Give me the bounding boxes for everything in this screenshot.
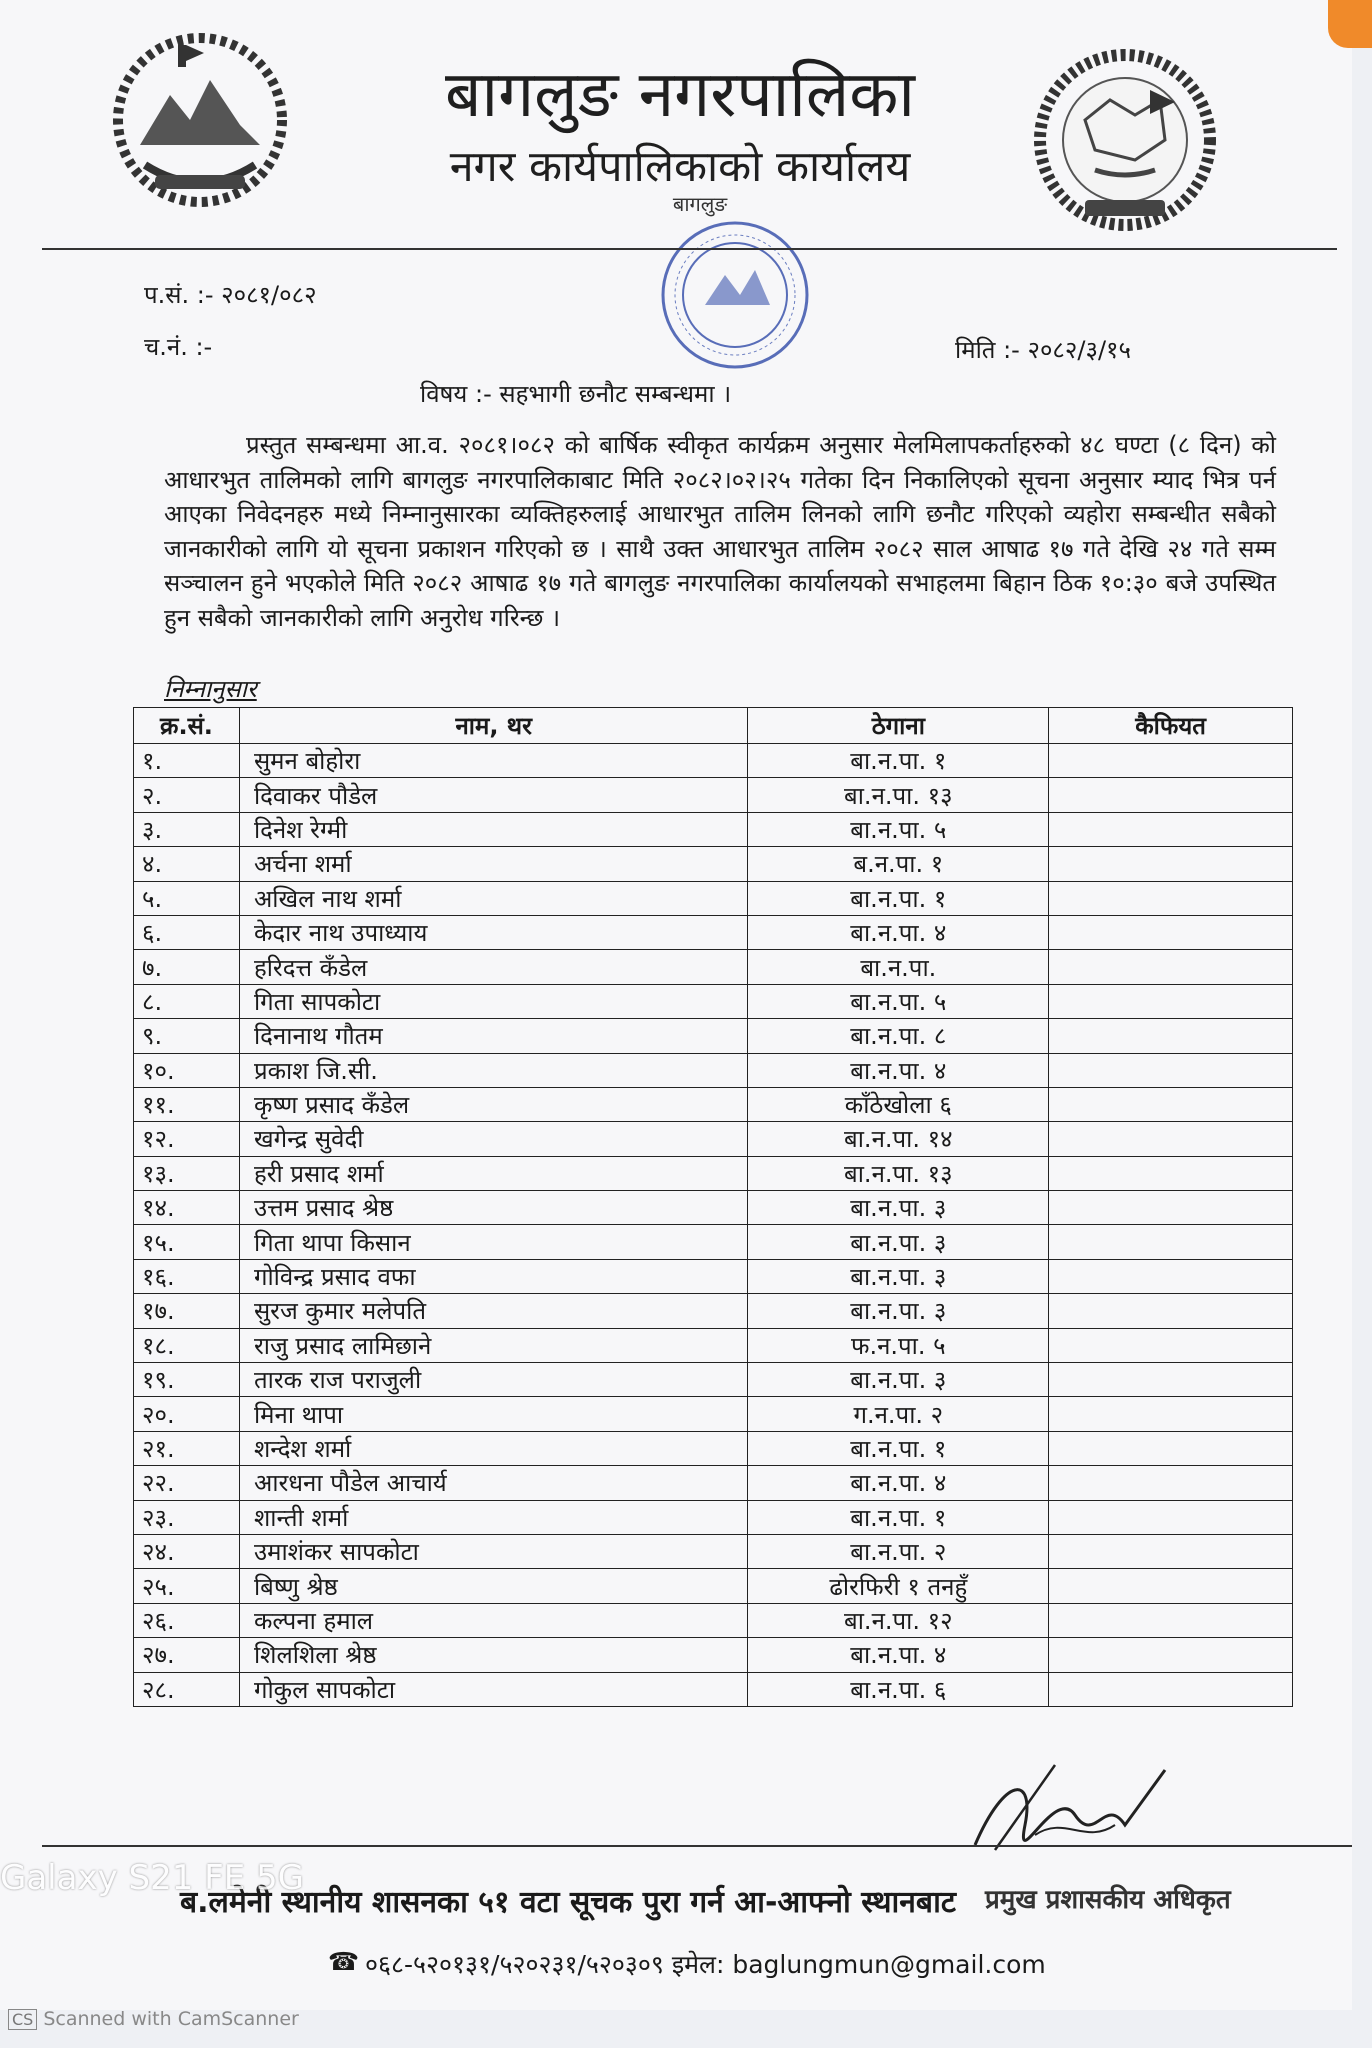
row-name: उमाशंकर सापकोटा bbox=[239, 1534, 747, 1568]
row-serial: २. bbox=[134, 778, 240, 812]
row-remarks bbox=[1049, 847, 1293, 881]
footer-divider bbox=[42, 1845, 1352, 1847]
row-address: फ.न.पा. ५ bbox=[748, 1328, 1049, 1362]
row-remarks bbox=[1049, 881, 1293, 915]
row-serial: १३. bbox=[134, 1156, 240, 1190]
row-remarks bbox=[1049, 1397, 1293, 1431]
row-remarks bbox=[1049, 1534, 1293, 1568]
table-row bbox=[134, 1638, 1293, 1672]
table-row bbox=[134, 1466, 1293, 1500]
row-address: बा.न.पा. ४ bbox=[748, 915, 1049, 949]
row-address: बा.न.पा. ३ bbox=[748, 1259, 1049, 1293]
row-name: प्रकाश जि.सी. bbox=[239, 1053, 747, 1087]
row-address: ब.न.पा. १ bbox=[748, 847, 1049, 881]
table-row bbox=[134, 984, 1293, 1018]
row-name: शिलशिला श्रेष्ठ bbox=[239, 1638, 747, 1672]
header-divider bbox=[42, 248, 1337, 250]
row-remarks bbox=[1049, 1603, 1293, 1637]
row-address: बा.न.पा. १४ bbox=[748, 1122, 1049, 1156]
row-remarks bbox=[1049, 1500, 1293, 1534]
row-address: बा.न.पा. २ bbox=[748, 1534, 1049, 1568]
row-remarks bbox=[1049, 1122, 1293, 1156]
table-row bbox=[134, 1259, 1293, 1293]
org-subtitle: नगर कार्यपालिकाको कार्यालय bbox=[449, 142, 911, 192]
col-header-address: ठेगाना bbox=[748, 708, 1049, 744]
body-paragraph: प्रस्तुत सम्बन्धमा आ.व. २०८१।०८२ को बार्षिक स्वीकृत कार्यक्रम अनुसार मेलमिलापकर्ताहरुको ४८ घण्टा (८ दिन) को आधारभुत तालिमको लागि बागलुङ नगरपालिकाबाट मिति २०८२।०२।२५ गतेका दिन निकालिएको सूचना अनुसार म्याद भित्र पर्न आएका निवेदनहरु मध्ये निम्नानुसारका व्यक्तिहरुलाई आधारभुत तालिम लिनको लागि छनौट गरिएको व्यहोरा सम्बन्धीत सबैको जानकारीको लागि यो सूचना प्रकाशन गरिएको छ । साथै उक्त आधारभुत तालिम २०८२ साल आषाढ १७ गते देखि २४ गते सम्म सञ्चालन हुने भएकोले मिति २०८२ आषाढ १७ गते बागलुङ नगरपालिका कार्यालयको सभाहलमा बिहान ठिक १०:३० बजे उपस्थित हुन सबैको जानकारीको लागि अनुरोध गरिन्छ । bbox=[164, 431, 1276, 632]
row-address: बा.न.पा. १ bbox=[748, 881, 1049, 915]
row-name: अर्चना शर्मा bbox=[239, 847, 747, 881]
row-name: अखिल नाथ शर्मा bbox=[239, 881, 747, 915]
row-address: बा.न.पा. ४ bbox=[748, 1466, 1049, 1500]
scanner-footer bbox=[8, 2008, 299, 2030]
row-serial: २७. bbox=[134, 1638, 240, 1672]
table-header-row bbox=[134, 708, 1293, 744]
table-row bbox=[134, 1603, 1293, 1637]
row-remarks bbox=[1049, 744, 1293, 778]
scanner-label: Scanned with CamScanner bbox=[43, 2008, 299, 2030]
table-row bbox=[134, 1294, 1293, 1328]
dispatch-number: च.नं. :- bbox=[144, 333, 213, 361]
table-row bbox=[134, 744, 1293, 778]
reference-number: प.सं. :- २०८१/०८२ bbox=[144, 281, 317, 309]
row-name: सुरज कुमार मलेपति bbox=[239, 1294, 747, 1328]
row-serial: १०. bbox=[134, 1053, 240, 1087]
table-row bbox=[134, 1569, 1293, 1603]
row-serial: २३. bbox=[134, 1500, 240, 1534]
col-header-remarks: कैफियत bbox=[1049, 708, 1293, 744]
row-serial: ८. bbox=[134, 984, 240, 1018]
row-remarks bbox=[1049, 778, 1293, 812]
row-remarks bbox=[1049, 1328, 1293, 1362]
row-address: बा.न.पा. ६ bbox=[748, 1672, 1049, 1706]
table-row bbox=[134, 1019, 1293, 1053]
row-address: बा.न.पा. १ bbox=[748, 1500, 1049, 1534]
letter-date: मिति :- २०८२/३/१५ bbox=[955, 336, 1131, 364]
row-remarks bbox=[1049, 1087, 1293, 1121]
row-serial: २८. bbox=[134, 1672, 240, 1706]
row-address: बा.न.पा. १ bbox=[748, 744, 1049, 778]
row-remarks bbox=[1049, 1225, 1293, 1259]
table-row bbox=[134, 1431, 1293, 1465]
row-name: कल्पना हमाल bbox=[239, 1603, 747, 1637]
table-row bbox=[134, 1122, 1293, 1156]
row-serial: १४. bbox=[134, 1191, 240, 1225]
row-remarks bbox=[1049, 950, 1293, 984]
row-serial: १२. bbox=[134, 1122, 240, 1156]
municipality-logo-icon bbox=[1025, 40, 1225, 240]
table-row bbox=[134, 915, 1293, 949]
row-name: तारक राज पराजुली bbox=[239, 1363, 747, 1397]
table-row bbox=[134, 1087, 1293, 1121]
col-header-name: नाम, थर bbox=[239, 708, 747, 744]
row-serial: ४. bbox=[134, 847, 240, 881]
row-name: खगेन्द्र सुवेदी bbox=[239, 1122, 747, 1156]
row-remarks bbox=[1049, 1569, 1293, 1603]
row-remarks bbox=[1049, 1053, 1293, 1087]
row-remarks bbox=[1049, 1156, 1293, 1190]
page-corner-tab bbox=[1328, 0, 1372, 48]
row-name: हरी प्रसाद शर्मा bbox=[239, 1156, 747, 1190]
row-remarks bbox=[1049, 1191, 1293, 1225]
table-row bbox=[134, 1363, 1293, 1397]
footer-slogan: ब.लमेनी स्थानीय शासनका ५१ वटा सूचक पुरा गर्न आ-आफ्नो स्थानबाट bbox=[180, 1885, 956, 1920]
row-name: गोविन्द्र प्रसाद वफा bbox=[239, 1259, 747, 1293]
camera-watermark: Galaxy S21 FE 5G bbox=[0, 1858, 304, 1898]
row-name: शान्ती शर्मा bbox=[239, 1500, 747, 1534]
row-serial: २६. bbox=[134, 1603, 240, 1637]
row-address: बा.न.पा. १३ bbox=[748, 778, 1049, 812]
row-serial: १५. bbox=[134, 1225, 240, 1259]
row-serial: ७. bbox=[134, 950, 240, 984]
row-name: बिष्णु श्रेष्ठ bbox=[239, 1569, 747, 1603]
row-name: दिनेश रेग्मी bbox=[239, 812, 747, 846]
table-row bbox=[134, 881, 1293, 915]
row-address: बा.न.पा. ३ bbox=[748, 1363, 1049, 1397]
org-title: बागलुङ नगरपालिका bbox=[444, 58, 915, 132]
table-row bbox=[134, 1397, 1293, 1431]
row-remarks bbox=[1049, 984, 1293, 1018]
row-name: दिनानाथ गौतम bbox=[239, 1019, 747, 1053]
table-row bbox=[134, 847, 1293, 881]
table-body bbox=[134, 744, 1293, 1707]
row-name: मिना थापा bbox=[239, 1397, 747, 1431]
row-name: गिता थापा किसान bbox=[239, 1225, 747, 1259]
row-address: ग.न.पा. २ bbox=[748, 1397, 1049, 1431]
row-address: बा.न.पा. ४ bbox=[748, 1638, 1049, 1672]
row-serial: १९. bbox=[134, 1363, 240, 1397]
row-serial: २४. bbox=[134, 1534, 240, 1568]
row-name: केदार नाथ उपाध्याय bbox=[239, 915, 747, 949]
table-row bbox=[134, 1672, 1293, 1706]
row-remarks bbox=[1049, 1431, 1293, 1465]
row-serial: १६. bbox=[134, 1259, 240, 1293]
row-serial: ५. bbox=[134, 881, 240, 915]
row-remarks bbox=[1049, 1294, 1293, 1328]
office-stamp-icon bbox=[650, 210, 820, 380]
col-header-serial: क्र.सं. bbox=[134, 708, 240, 744]
participant-table bbox=[133, 707, 1293, 1707]
camscanner-icon: CS bbox=[8, 2009, 37, 2030]
row-serial: २२. bbox=[134, 1466, 240, 1500]
row-serial: ३. bbox=[134, 812, 240, 846]
signatory-title: प्रमुख प्रशासकीय अधिकृत bbox=[985, 1885, 1231, 1915]
table-row bbox=[134, 1500, 1293, 1534]
row-serial: २०. bbox=[134, 1397, 240, 1431]
org-location: बागलुङ bbox=[672, 192, 728, 216]
table-row bbox=[134, 1225, 1293, 1259]
table-row bbox=[134, 1191, 1293, 1225]
row-serial: २५. bbox=[134, 1569, 240, 1603]
row-remarks bbox=[1049, 915, 1293, 949]
row-serial: २१. bbox=[134, 1431, 240, 1465]
nepal-emblem-icon bbox=[100, 25, 300, 225]
table-row bbox=[134, 1053, 1293, 1087]
contact-details: ०६८-५२०१३१/५२०२३१/५२०३०९ इमेल: baglungmun@gmail.com bbox=[365, 1950, 1046, 1979]
row-address: बा.न.पा. ४ bbox=[748, 1053, 1049, 1087]
row-name: गोकुल सापकोटा bbox=[239, 1672, 747, 1706]
row-remarks bbox=[1049, 1259, 1293, 1293]
phone-icon: ☎ bbox=[328, 1947, 360, 1976]
row-remarks bbox=[1049, 812, 1293, 846]
row-serial: १७. bbox=[134, 1294, 240, 1328]
row-name: गिता सापकोटा bbox=[239, 984, 747, 1018]
row-address: बा.न.पा. ३ bbox=[748, 1225, 1049, 1259]
row-address: बा.न.पा. ५ bbox=[748, 812, 1049, 846]
row-address: बा.न.पा. १२ bbox=[748, 1603, 1049, 1637]
subject-line: विषय :- सहभागी छनौट सम्बन्धमा । bbox=[420, 380, 732, 408]
row-remarks bbox=[1049, 1672, 1293, 1706]
table-row bbox=[134, 1328, 1293, 1362]
table-row bbox=[134, 1156, 1293, 1190]
row-address: बा.न.पा. १ bbox=[748, 1431, 1049, 1465]
row-serial: ६. bbox=[134, 915, 240, 949]
table-row bbox=[134, 1534, 1293, 1568]
row-remarks bbox=[1049, 1466, 1293, 1500]
row-serial: १८. bbox=[134, 1328, 240, 1362]
table-row bbox=[134, 950, 1293, 984]
signature-mark bbox=[965, 1755, 1175, 1865]
row-name: दिवाकर पौडेल bbox=[239, 778, 747, 812]
row-address: ढोरफिरी १ तनहुँ bbox=[748, 1569, 1049, 1603]
row-address: बा.न.पा. ८ bbox=[748, 1019, 1049, 1053]
row-name: राजु प्रसाद लामिछाने bbox=[239, 1328, 747, 1362]
row-name: शन्देश शर्मा bbox=[239, 1431, 747, 1465]
row-remarks bbox=[1049, 1019, 1293, 1053]
row-remarks bbox=[1049, 1363, 1293, 1397]
row-name: आरधना पौडेल आचार्य bbox=[239, 1466, 747, 1500]
row-address: बा.न.पा. bbox=[748, 950, 1049, 984]
row-name: उत्तम प्रसाद श्रेष्ठ bbox=[239, 1191, 747, 1225]
row-address: बा.न.पा. १३ bbox=[748, 1156, 1049, 1190]
row-address: बा.न.पा. ५ bbox=[748, 984, 1049, 1018]
row-name: हरिदत्त कँडेल bbox=[239, 950, 747, 984]
table-row bbox=[134, 778, 1293, 812]
list-heading: निम्नानुसार bbox=[164, 675, 257, 703]
row-address: काँठेखोला ६ bbox=[748, 1087, 1049, 1121]
table-row bbox=[134, 812, 1293, 846]
row-name: सुमन बोहोरा bbox=[239, 744, 747, 778]
row-remarks bbox=[1049, 1638, 1293, 1672]
row-serial: ९. bbox=[134, 1019, 240, 1053]
row-serial: १. bbox=[134, 744, 240, 778]
row-serial: ११. bbox=[134, 1087, 240, 1121]
row-name: कृष्ण प्रसाद कँडेल bbox=[239, 1087, 747, 1121]
row-address: बा.न.पा. ३ bbox=[748, 1191, 1049, 1225]
row-address: बा.न.पा. ३ bbox=[748, 1294, 1049, 1328]
